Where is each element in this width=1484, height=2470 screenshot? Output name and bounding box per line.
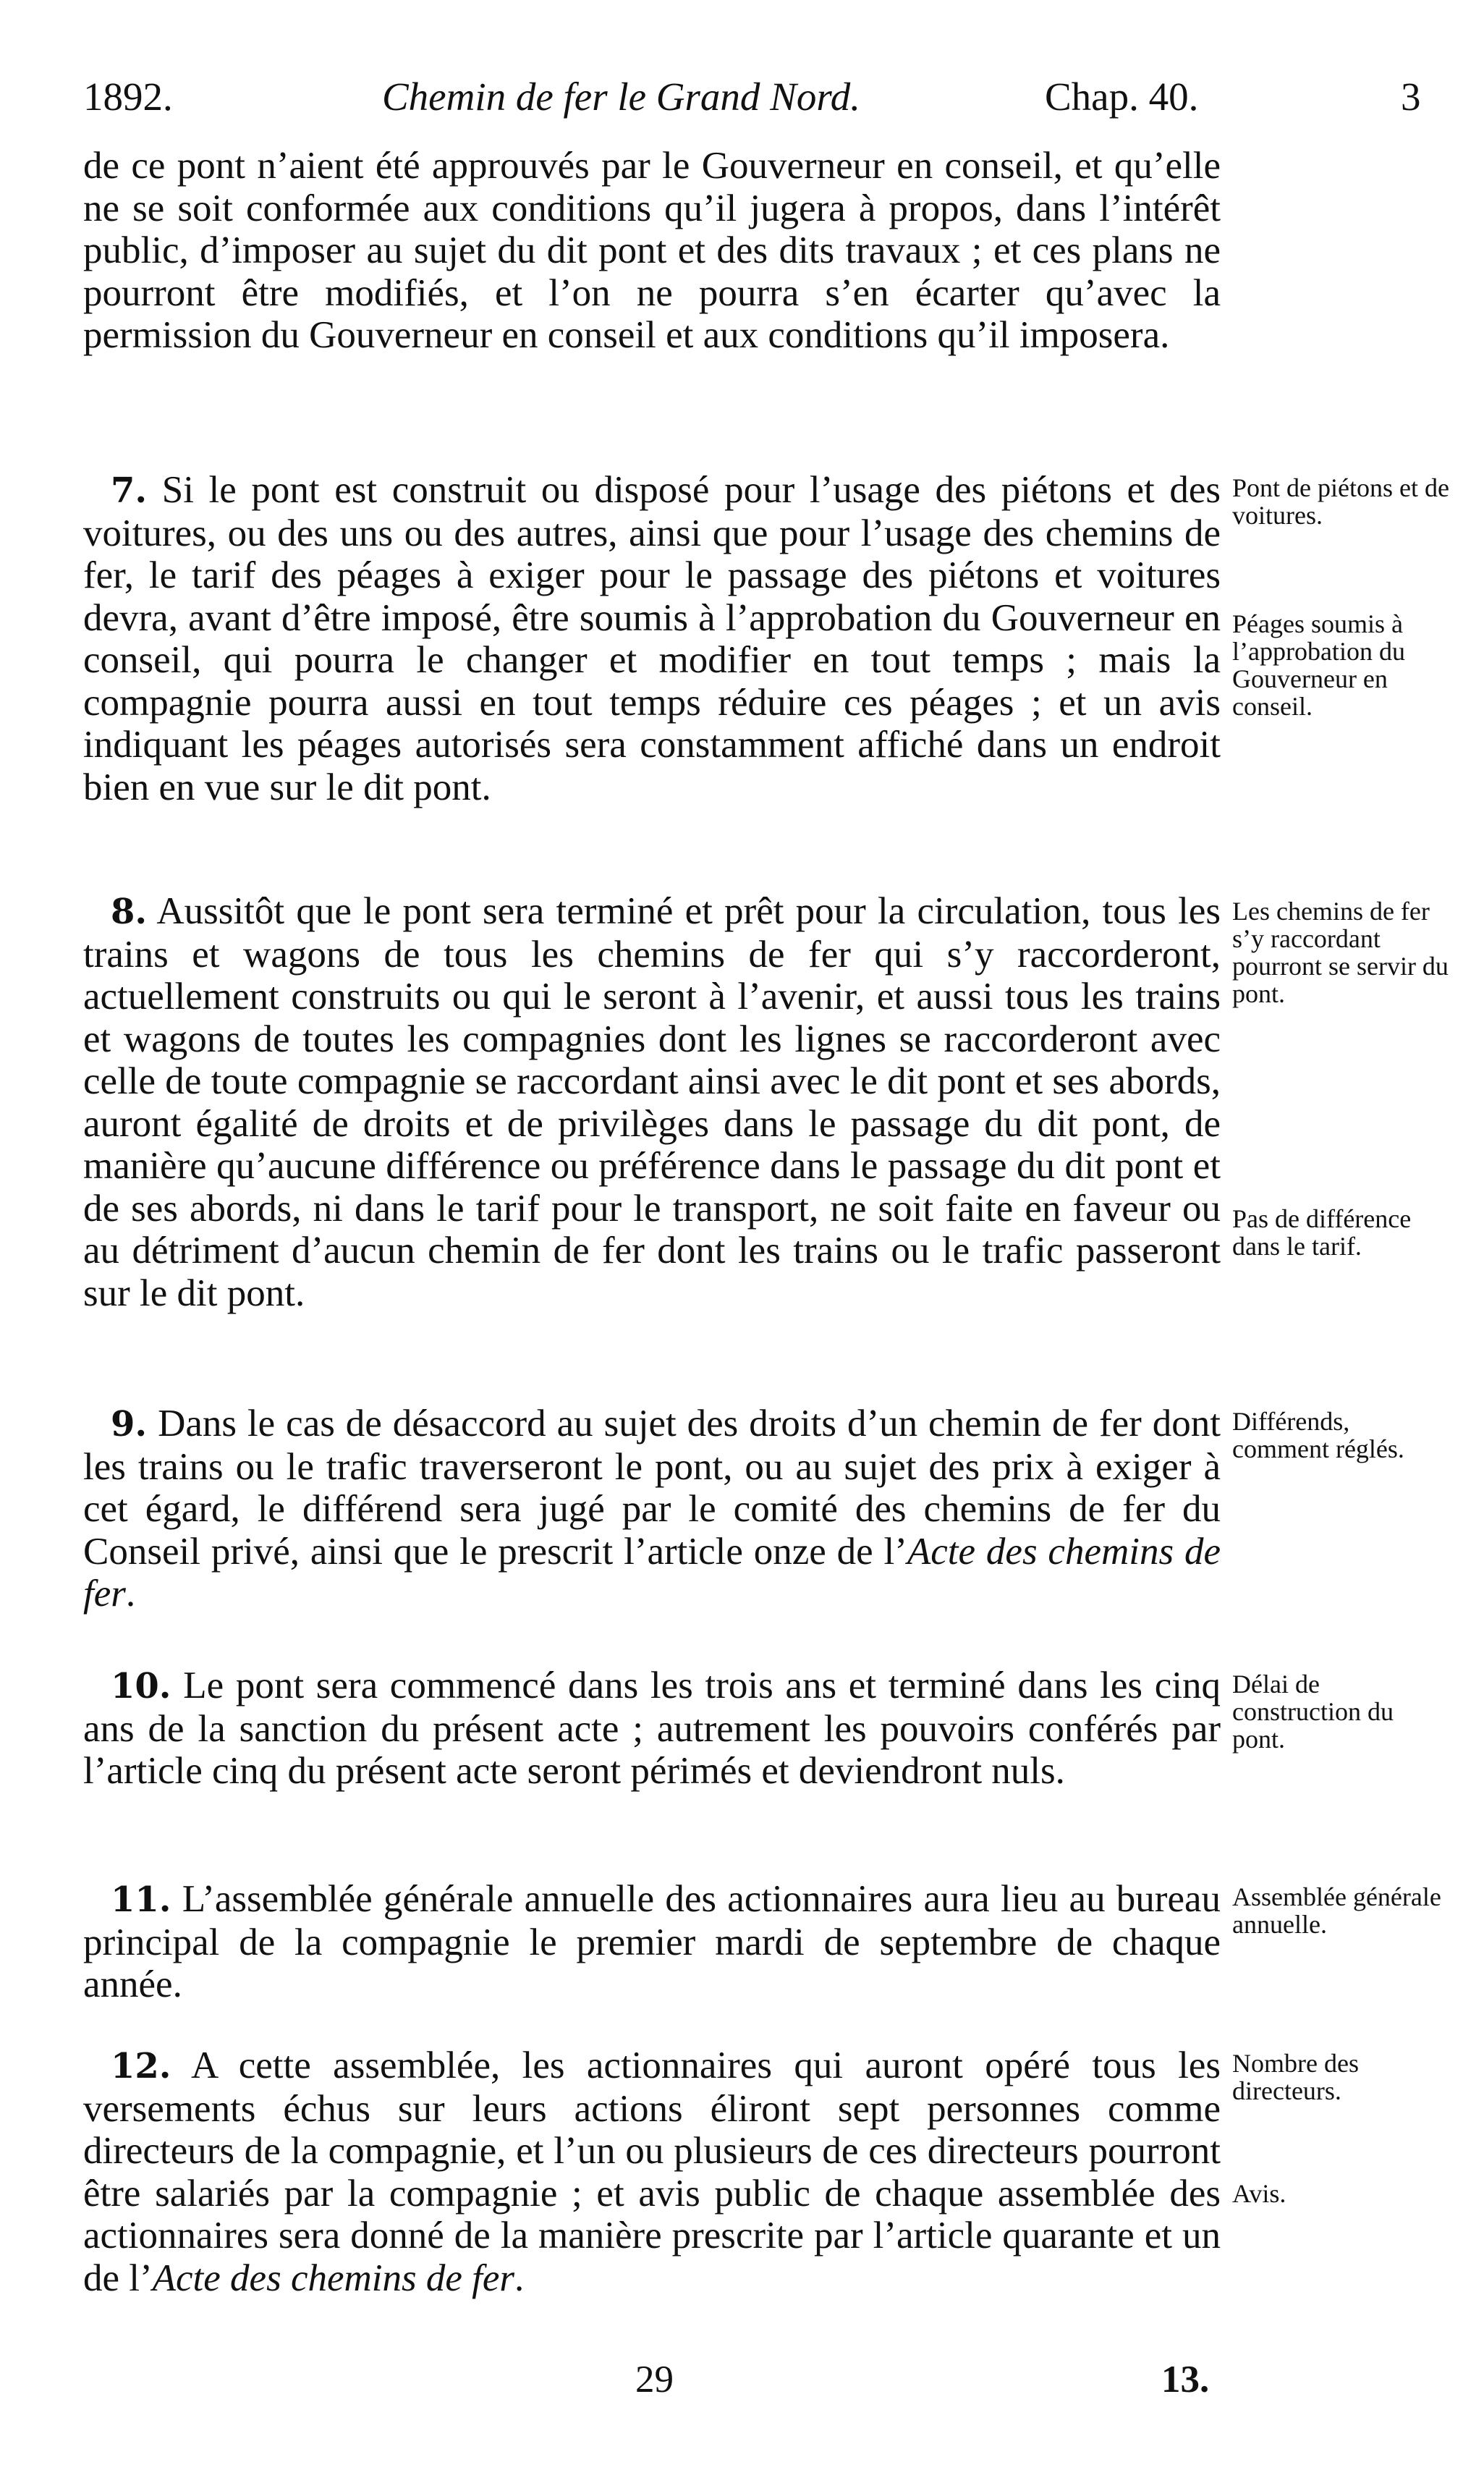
- marginal-note-assemblee-generale: Assemblée générale annuelle.: [1232, 1882, 1441, 1939]
- act-title: Acte des chemins de fer: [152, 2257, 515, 2299]
- section-text: L’assemblée générale annuelle des actionnaires aura lieu au bureau principal de la compagnie le premier mardi de septembre de chaque année.: [83, 1878, 1221, 2005]
- section-text: A cette assemblée, les actionnaires qui auront opéré tous les versements échus sur leurs actions éliront sept personnes comme directeurs de la compagnie, et l’un ou plusieurs de ces directeurs pourront être salariés par la compagnie ; et avis public de chaque assemblée des actionnaires sera donné de la manière prescrite par l’article quarante et un de l’: [83, 2044, 1221, 2299]
- section-7: [83, 469, 1221, 808]
- section-number: 12.: [111, 2046, 171, 2086]
- section-number: 10.: [111, 1666, 171, 1706]
- paragraph-continuation: [83, 145, 1221, 357]
- catchword: 13.: [1161, 2359, 1210, 2401]
- header-chapter: Chap. 40.: [1045, 75, 1199, 119]
- section-10: [83, 1665, 1221, 1793]
- page-footer: [0, 2358, 1484, 2408]
- section-number: 8.: [111, 892, 148, 932]
- header-page-number: 3: [1401, 75, 1421, 119]
- section-number: 9.: [111, 1404, 148, 1445]
- signature-mark: 29: [635, 2359, 674, 2401]
- marginal-note-nombre-directeurs: Nombre des directeurs.: [1232, 2049, 1359, 2105]
- section-text: Le pont sera commencé dans les trois ans et terminé dans les cinq ans de la sanction du présent acte ; autrement les pouvoirs conférés par l’article cinq du présent acte seront périmés et deviendront nuls.: [83, 1665, 1221, 1792]
- marginal-note-peages: Péages soumis à l’approbation du Gouverneur en conseil.: [1232, 609, 1405, 721]
- act-title: Acte des chemins de fer: [83, 1530, 1221, 1615]
- section-text: Aussitôt que le pont sera terminé et prêt pour la circulation, tous les trains et wagons de tous les chemins de fer qui s’y raccorderont, actuellement construits ou qui le seront à l’avenir, et aussi tous les trains et wagons de toutes les compagnies dont les lignes se raccorderont avec celle de toute compagnie se raccordant ainsi avec le dit pont et ses abords, auront égalité de droits et de privilèges dans le passage du dit pont, de manière qu’aucune différence ou préférence dans le passage du dit pont et de ses abords, ni dans le tarif pour le transport, ne soit faite en faveur ou au détriment d’aucun chemin de fer dont les trains ou le trafic passeront sur le dit pont.: [83, 890, 1221, 1314]
- section-end: .: [125, 1573, 136, 1615]
- section-9: [83, 1403, 1221, 1615]
- section-number: 11.: [111, 1879, 171, 1920]
- section-end: .: [514, 2257, 525, 2299]
- section-8: [83, 890, 1221, 1314]
- marginal-note-pas-de-difference: Pas de différence dans le tarif.: [1232, 1204, 1412, 1261]
- paragraph-text: de ce pont n’aient été approuvés par le Gouverneur en conseil, et qu’elle ne se soit conformée aux conditions qu’il jugera à propos, dans l’intérêt public, d’imposer au sujet du dit pont et des dits travaux ; et ces plans ne pourront être modifiés, et l’on ne pourra s’en écarter qu’avec la permission du Gouverneur en conseil et aux conditions qu’il imposera.: [83, 145, 1221, 356]
- section-12: [83, 2044, 1221, 2299]
- marginal-note-chemins-raccordant: Les chemins de fer s’y raccordant pourront se servir du pont.: [1232, 897, 1449, 1008]
- section-text: Dans le cas de désaccord au sujet des droits d’un chemin de fer dont les trains ou le trafic traverseront le pont, ou au sujet des prix à exiger à cet égard, le différend sera jugé par le comité des chemins de fer du Conseil privé, ainsi que le prescrit l’article onze de l’: [83, 1403, 1221, 1573]
- header-title: Chemin de fer le Grand Nord.: [382, 75, 860, 119]
- marginal-note-delai-construction: Délai de construction du pont.: [1232, 1670, 1394, 1754]
- section-number: 7.: [111, 470, 148, 511]
- section-text: Si le pont est construit ou disposé pour l’usage des piétons et des voitures, ou des uns ou des autres, ainsi que pour l’usage des chemins de fer, le tarif des péages à exiger pour le passage des piétons et voitures devra, avant d’être imposé, être soumis à l’approbation du Gouverneur en conseil, qui pourra le changer et modifier en tout temps ; mais la compagnie pourra aussi en tout temps réduire ces péages ; et un avis indiquant les péages autorisés sera constamment affiché dans un endroit bien en vue sur le dit pont.: [83, 469, 1221, 808]
- running-header: [0, 74, 1484, 124]
- marginal-note-avis: Avis.: [1232, 2179, 1286, 2208]
- header-year: 1892.: [83, 75, 173, 119]
- section-11: [83, 1878, 1221, 2006]
- marginal-note-differends: Différends, comment réglés.: [1232, 1407, 1404, 1463]
- marginal-note-pont-pietons: Pont de piétons et de voitures.: [1232, 473, 1449, 530]
